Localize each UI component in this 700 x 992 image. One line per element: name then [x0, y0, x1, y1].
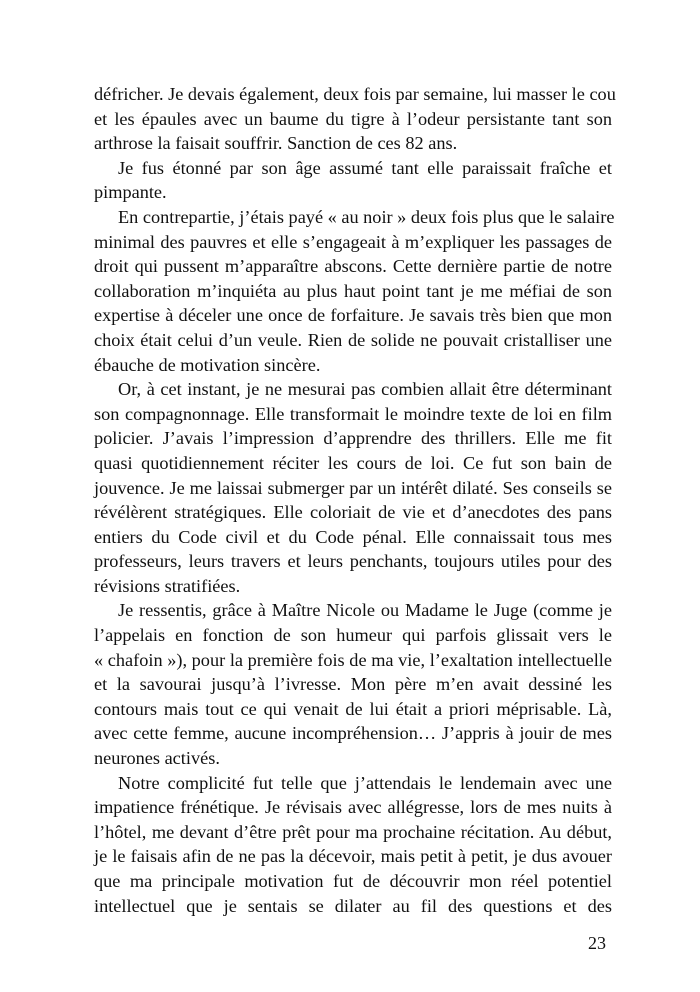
page-number: 23: [588, 933, 606, 953]
text-line: policier. J’avais l’impression d’apprendre des thrillers. Elle me fit: [94, 428, 612, 449]
paragraph: [94, 771, 612, 919]
text-line: neurones activés.: [94, 748, 220, 769]
text-line: Je ressentis, grâce à Maître Nicole ou Madame le Juge (comme je: [118, 600, 612, 621]
text-line: quasi quotidiennement réciter les cours de loi. Ce fut son bain de: [94, 452, 612, 473]
text-line: Notre complicité fut telle que j’attendais le lendemain avec une: [118, 772, 612, 793]
text-line: arthrose la faisait souffrir. Sanction de ces 82 ans.: [94, 133, 458, 154]
text-line: que ma principale motivation fut de découvrir mon réel potentiel: [94, 871, 612, 891]
text-line: impatience frénétique. Je révisais avec allégresse, lors de mes nuits à: [94, 797, 612, 818]
paragraph: [94, 377, 612, 598]
text-line: droit qui pussent m’apparaître abscons. Cette dernière partie de notre: [94, 256, 612, 277]
text-line: professeurs, leurs travers et leurs penchants, toujours utiles pour des: [94, 551, 612, 572]
text-line: l’hôtel, me devant d’être prêt pour ma prochaine récitation. Au début,: [94, 821, 612, 842]
text-line: contours mais tout ce qui venait de lui était a priori méprisable. Là,: [94, 698, 612, 719]
text-line: Or, à cet instant, je ne mesurai pas combien allait être déterminant: [118, 379, 612, 400]
text-line: révélèrent stratégiques. Elle coloriait de vie et d’anecdotes des pans: [94, 502, 612, 523]
text-line: son compagnonnage. Elle transformait le moindre texte de loi en film: [94, 403, 612, 424]
body-text: [94, 82, 616, 918]
text-line: je le faisais afin de ne pas la décevoir, mais petit à petit, je dus avouer: [94, 846, 612, 867]
paragraph: [94, 598, 612, 770]
text-line: collaboration m’inquiéta au plus haut point tant je me méfiai de son: [94, 280, 612, 301]
text-line: défricher. Je devais également, deux fois par semaine, lui masser le cou: [94, 84, 616, 104]
text-line: entiers du Code civil et du Code pénal. Elle connaissait tous mes: [94, 526, 612, 547]
text-line: intellectuel que je sentais se dilater au fil des questions et des: [94, 895, 612, 916]
text-line: ébauche de motivation sincère.: [94, 354, 321, 375]
text-line: pimpante.: [94, 182, 167, 203]
paragraph: [94, 156, 612, 205]
text-line: avec cette femme, aucune incompréhension… J’appris à jouir de mes: [94, 723, 612, 744]
text-line: En contrepartie, j’étais payé « au noir » deux fois plus que le salaire: [118, 206, 615, 227]
text-line: l’appelais en fonction de son humeur qui parfois glissait vers le: [94, 625, 612, 646]
text-line: et les épaules avec un baume du tigre à l’odeur persistante tant son: [94, 108, 612, 129]
paragraph: [94, 82, 616, 156]
text-line: « chafoin »), pour la première fois de ma vie, l’exaltation intellectuelle: [94, 649, 612, 670]
paragraph: [94, 205, 615, 377]
text-line: choix était celui d’un veule. Rien de solide ne pouvait cristalliser une: [94, 329, 612, 350]
text-line: révisions stratifiées.: [94, 575, 241, 596]
text-line: expertise à déceler une once de forfaiture. Je savais très bien que mon: [94, 305, 612, 326]
text-line: jouvence. Je me laissai submerger par un intérêt dilaté. Ses conseils se: [94, 477, 612, 498]
text-line: Je fus étonné par son âge assumé tant elle paraissait fraîche et: [118, 157, 612, 178]
text-line: minimal des pauvres et elle s’engageait à m’expliquer les passages de: [94, 231, 612, 252]
text-line: et la savourai jusqu’à l’ivresse. Mon père m’en avait dessiné les: [94, 674, 612, 695]
